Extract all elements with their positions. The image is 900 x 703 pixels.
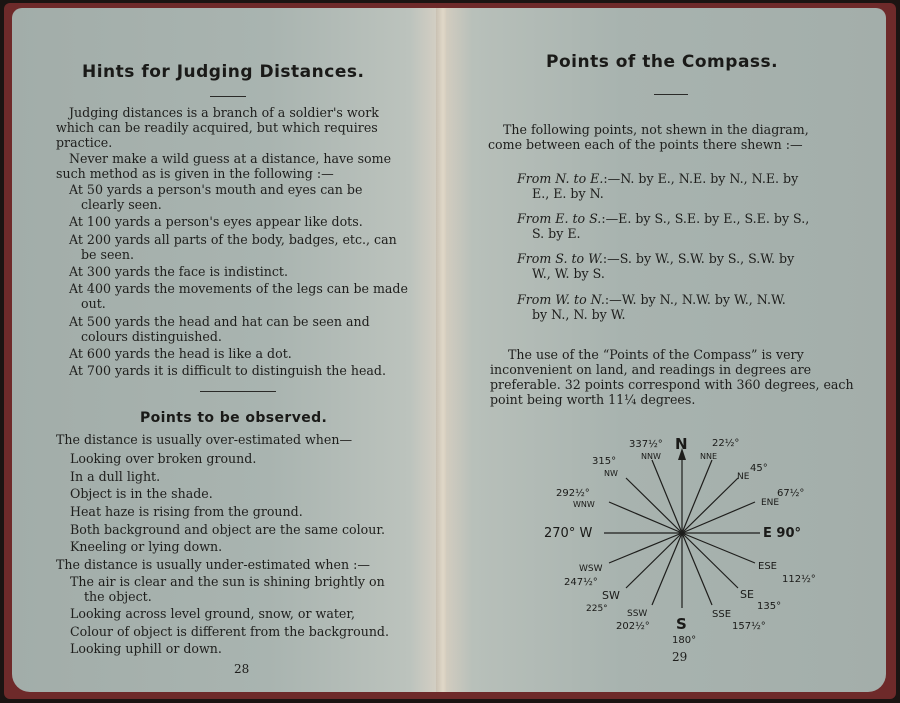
se-line (682, 533, 738, 588)
left-page (12, 8, 440, 692)
list-item: S. by E. (532, 226, 581, 241)
compass-label: 112½° (782, 574, 816, 585)
compass-label: 270° W (544, 526, 593, 541)
text-line: point being worth 11¼ degrees. (490, 392, 696, 407)
list-item: At 200 yards all parts of the body, badges, etc., can (69, 232, 397, 247)
compass-labels (544, 435, 816, 646)
text-line: The following points, not shewn in the diagram, (503, 122, 809, 137)
text-line: such method as is given in the following :— (56, 166, 334, 181)
list-item: At 50 yards a person's mouth and eyes can be (69, 182, 363, 197)
compass-label: 337½° (629, 439, 663, 450)
list-item: Heat haze is rising from the ground. (70, 504, 303, 519)
text-line: come between each of the points there shewn :— (488, 137, 803, 152)
page-number: 29 (672, 650, 688, 664)
list-item: From S. to W.:—S. by W., S.W. by S., S.W. by (517, 251, 795, 266)
compass-label: 292½° (556, 488, 590, 499)
compass-label: 67½° (777, 488, 805, 499)
text-line: Judging distances is a branch of a soldier's work (69, 105, 379, 120)
compass-label: ENE (761, 498, 780, 508)
list-item: Colour of object is different from the background. (70, 624, 390, 639)
compass-label: 247½° (564, 577, 598, 588)
compass-label: ESE (758, 561, 777, 572)
text-line: preferable. 32 points correspond with 360 degrees, each (490, 377, 854, 392)
compass-label: WNW (573, 500, 595, 509)
list-item: by N., N. by W. (532, 307, 626, 322)
right-page (446, 8, 886, 692)
list-item: At 100 yards a person's eyes appear like dots. (69, 214, 363, 229)
list-item: In a dull light. (70, 469, 161, 484)
compass-label: S (676, 615, 687, 633)
nw-line (626, 478, 682, 533)
title-divider (210, 96, 246, 97)
list-item: At 600 yards the head is like a dot. (69, 346, 292, 361)
page-title: Hints for Judging Distances. (82, 62, 365, 82)
compass-label: SSW (627, 609, 648, 619)
compass-rose-diagram (446, 408, 886, 658)
list-item: clearly seen. (81, 197, 162, 212)
list-item: colours distinguished. (81, 329, 222, 344)
page-title: Points of the Compass. (546, 52, 779, 72)
list-item: At 300 yards the face is indistinct. (69, 264, 288, 279)
under-estimated-heading: The distance is usually under-estimated when :— (56, 557, 370, 572)
sw-line (626, 533, 682, 588)
list-item: Kneeling or lying down. (70, 539, 223, 554)
text-line: practice. (56, 135, 113, 150)
list-item: Both background and object are the same colour. (70, 522, 385, 537)
list-item: From W. to N.:—W. by N., N.W. by W., N.W. (517, 292, 786, 307)
compass-label: 202½° (616, 621, 650, 632)
over-estimated-heading: The distance is usually over-estimated when— (56, 432, 353, 447)
compass-label: WSW (579, 564, 603, 574)
compass-label: 45° (750, 463, 768, 474)
section-subtitle: Points to be observed. (140, 410, 328, 426)
compass-label: N (675, 435, 688, 453)
compass-label: NNE (700, 452, 718, 461)
compass-label: SSE (712, 609, 732, 620)
list-item: out. (81, 296, 106, 311)
compass-label: 22½° (712, 438, 740, 449)
list-item: W., W. by S. (532, 266, 605, 281)
list-item: E., E. by N. (532, 186, 604, 201)
compass-label: E 90° (763, 526, 801, 541)
list-item: At 400 yards the movements of the legs can be made (69, 281, 408, 296)
compass-label: NNW (641, 452, 661, 461)
list-item: the object. (84, 589, 152, 604)
list-item: The air is clear and the sun is shining brightly on (70, 574, 385, 589)
section-divider (200, 391, 276, 392)
compass-label: 135° (757, 601, 782, 612)
compass-label: 225° (586, 604, 608, 614)
compass-label: NE (737, 472, 750, 482)
title-divider (654, 94, 688, 95)
list-item: Looking across level ground, snow, or water, (70, 606, 355, 621)
ne-line (682, 478, 738, 533)
text-line: which can be readily acquired, but which requires (56, 120, 378, 135)
text-line: Never make a wild guess at a distance, have some (69, 151, 392, 166)
compass-label: SE (740, 588, 754, 601)
list-item: From E. to S.:—E. by S., S.E. by E., S.E. by S., (517, 211, 810, 226)
list-item: At 700 yards it is difficult to distinguish the head. (69, 363, 386, 378)
page-number: 28 (234, 662, 250, 676)
text-line: The use of the “Points of the Compass” is very (508, 347, 804, 362)
list-item: Looking uphill or down. (70, 641, 222, 656)
text-line: inconvenient on land, and readings in degrees are (490, 362, 812, 377)
compass-label: NW (604, 469, 618, 478)
compass-label: 315° (592, 456, 617, 467)
list-item: Looking over broken ground. (70, 451, 257, 466)
compass-label: 157½° (732, 621, 766, 632)
list-item: At 500 yards the head and hat can be seen and (69, 314, 370, 329)
compass-label: 180° (672, 635, 697, 646)
list-item: be seen. (81, 247, 135, 262)
list-item: Object is in the shade. (70, 486, 213, 501)
list-item: From N. to E.:—N. by E., N.E. by N., N.E. by (517, 171, 799, 186)
compass-label: SW (602, 589, 620, 602)
